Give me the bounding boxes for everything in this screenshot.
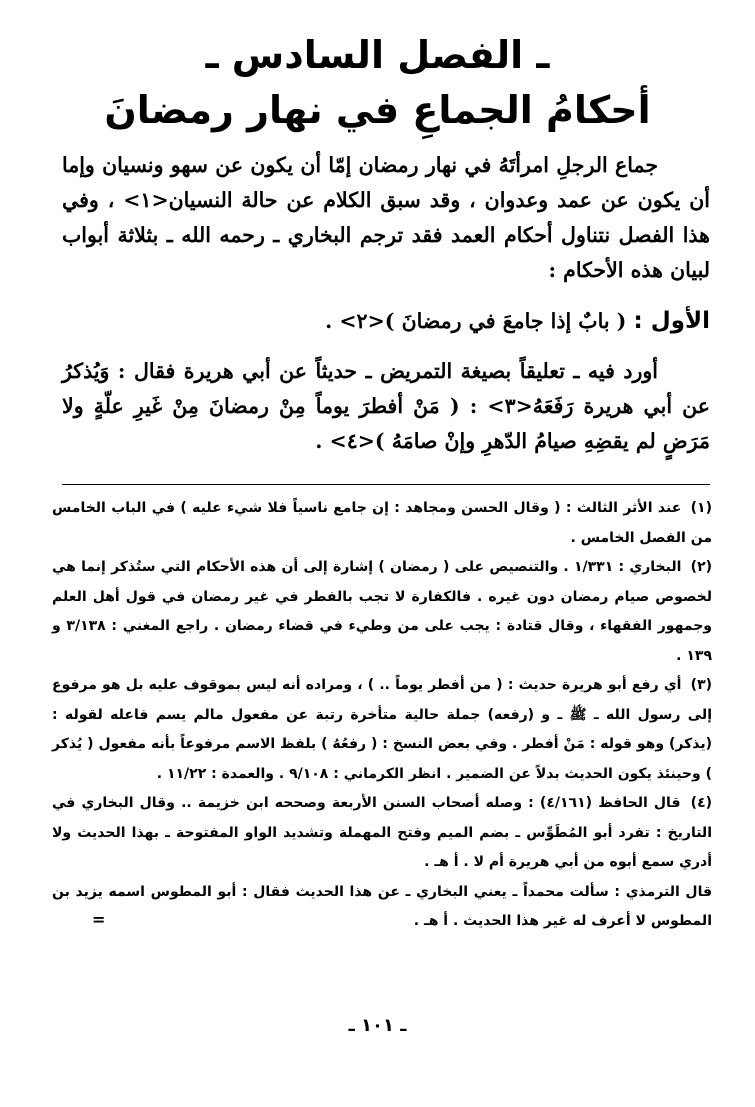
footnote-text: قال الحافظ (٤/١٦١) : وصله أصحاب السنن الأربعة وصححه ابن خزيمة .. وقال البخاري في التاريخ : تفرد أبو المُطَوِّس ـ بضم الميم وفتح المهملة وتشديد الواو المفتوحة ـ بهذا الحديث ولا أدري سمع أبوه من أبي هريرة أم لا . أ هـ . [52, 795, 712, 870]
footnote [52, 553, 712, 671]
continuation-mark: = [92, 910, 106, 929]
footnote-text: البخاري : ١/٣٣١ . والتنصيص على ( رمضان ) إشارة إلى أن هذه الأحكام التي ستُذكر إنما هي لخصوص صيام رمضان دون غيره . فالكفارة لا تجب بالفطر في غير رمضان في قول أهل العلم وجمهور الفقهاء ، وقال قتادة : يجب على من وطيء في قضاء رمضان . راجع المغني : ٣/١٣٨ و ١٣٩ . [52, 559, 712, 664]
paragraph-intro [62, 148, 710, 288]
footnote-divider [62, 484, 710, 485]
footnote [52, 789, 712, 937]
footnote-text: عند الأثر الثالث : ( وقال الحسن ومجاهد : إن جامع ناسياً فلا شيء عليه ) في الباب الخامس من الفصل الخامس . [52, 500, 712, 546]
section-title: أحكامُ الجماعِ في نهار رمضانَ [104, 88, 651, 132]
footnote [52, 494, 712, 553]
footnote-text: أي رفع أبو هريرة حديث : ( من أفطر يوماً .. ) ، ومراده أنه ليس بموقوف عليه بل هو مرفوع إلى رسول الله ـ ﷺ ـ و (رفعه) جملة حالية متأخرة رتبة عن مفعول مالم يسم فاعله لقوله : (يذكر) وهو قوله : مَنْ أفطر . وفي بعض النسخ : ( رفعُهُ ) بلفظ الاسم مرفوعاً بأنه مفعول ( يُذكر ) وحينئذ يكون الحديث بدلاً عن الضمير . انظر الكرماني : ٩/١٠٨ . والعمدة : ١١/٢٢ . [52, 677, 712, 782]
footnote-number: (٢) [690, 559, 713, 575]
footnote-number: (٤) [690, 795, 713, 811]
footnotes [52, 494, 712, 937]
footnote [52, 671, 712, 789]
first-chapter-label: الأول : [633, 308, 710, 334]
paragraph-hadith [62, 354, 710, 459]
paragraph-first-chapter [62, 304, 710, 339]
chapter-heading: ـ الفصل السادس ـ [205, 33, 550, 77]
footnote-number: (٣) [690, 677, 713, 693]
paragraph-intro-text: جماع الرجلِ امرأتَهُ في نهار رمضان إمّا أن يكون عن سهو ونسيان وإما أن يكون عن عمد وعدوان ، وقد سبق الكلام عن حالة النسيان<١> ، وفي هذا الفصل نتناول أحكام العمد فقد ترجم البخاري ـ رحمه الله ـ بثلاثة أبواب لبيان هذه الأحكام : [62, 153, 710, 282]
page-number: ـ ١٠١ ـ [348, 1015, 407, 1036]
first-chapter-title: ( بابٌ إذا جامعَ في رمضانَ )<٢> . [325, 309, 627, 333]
footnote-text-continued: قال الترمذي : سألت محمداً ـ يعني البخاري ـ عن هذا الحديث فقال : أبو المطوس اسمه يزيد بن المطوس لا أعرف له غير هذا الحديث . أ هـ . [52, 883, 712, 929]
paragraph-hadith-text: أورد فيه ـ تعليقاً بصيغة التمريض ـ حديثاً عن أبي هريرة فقال : وَيُذكرُ عن أبي هريرة رَفَعَهُ<٣> : ( مَنْ أفطرَ يوماً مِنْ رمضانَ مِنْ غَيرِ علّةٍ ولا مَرَضٍ لم يقضِهِ صيامُ الدّهرِ وإنْ صامَهُ )<٤> . [62, 359, 710, 453]
footnote-number: (١) [690, 500, 712, 516]
